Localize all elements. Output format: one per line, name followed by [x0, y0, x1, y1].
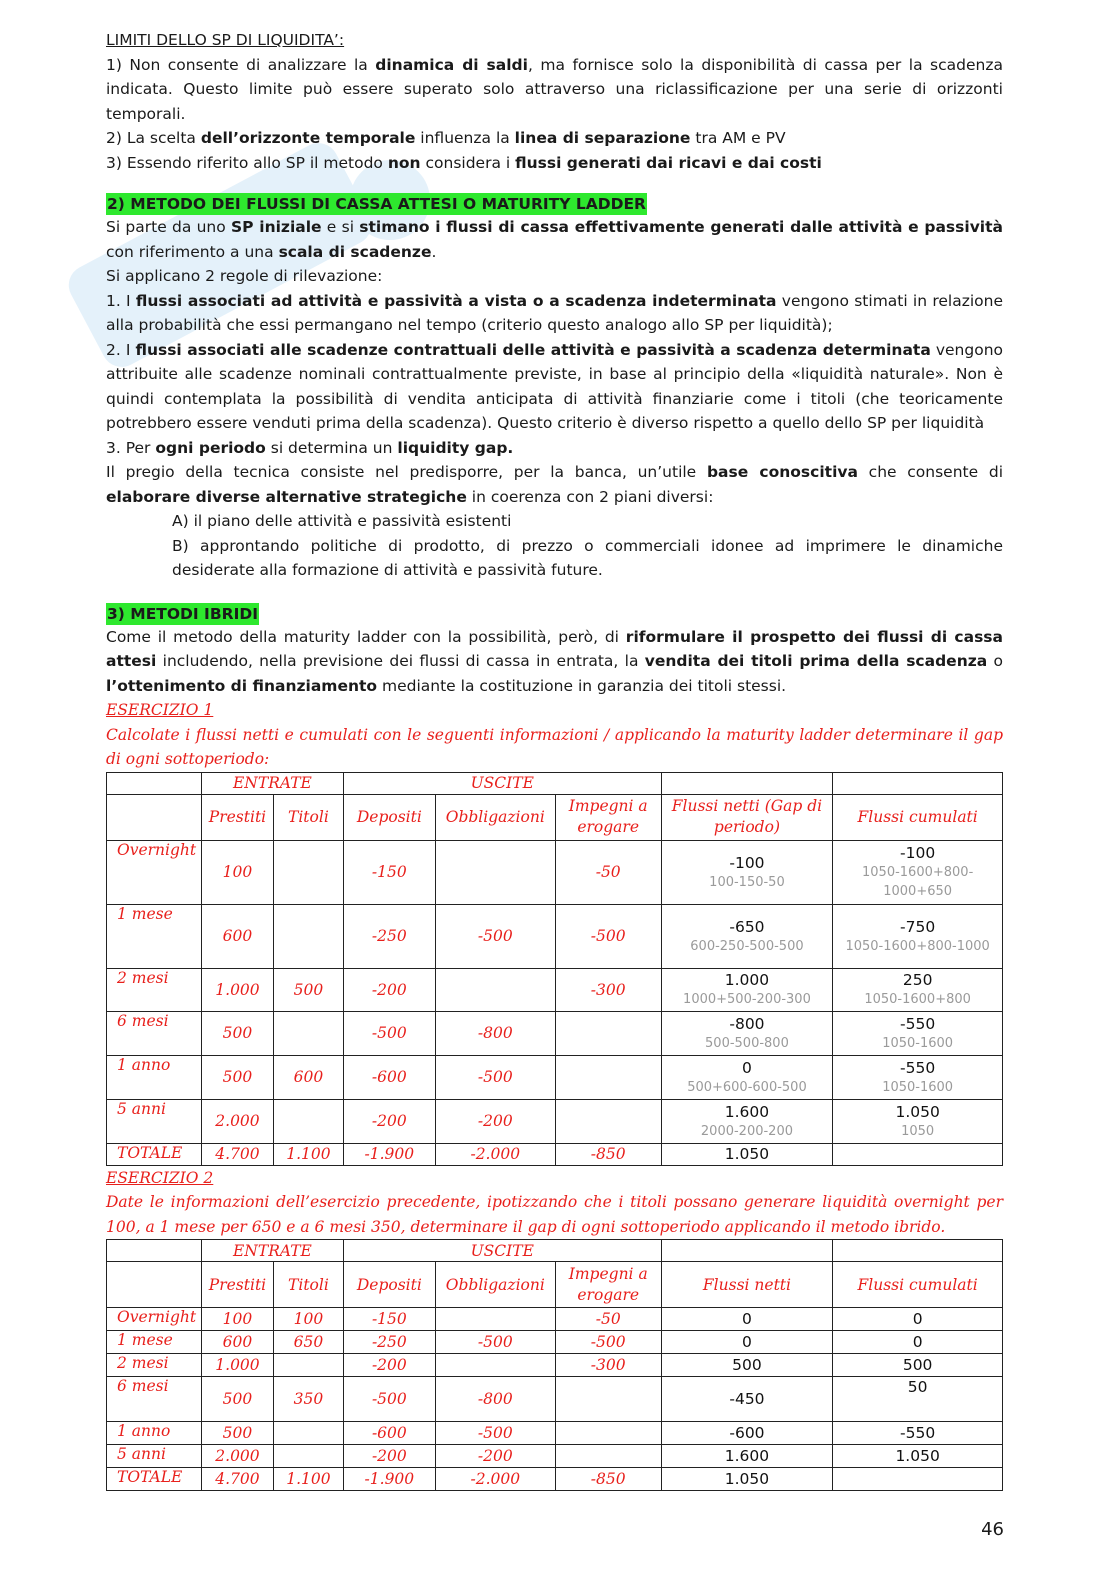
s2-p1a: Si parte da uno — [106, 218, 231, 236]
netti-value: 0 — [742, 1058, 752, 1077]
table-row — [107, 1055, 1003, 1099]
table-row — [107, 1422, 1003, 1445]
ex2-h-obbligazioni: Obbligazioni — [435, 1262, 555, 1308]
cell-netti: 500 — [661, 1354, 833, 1377]
ex2-h-impegni: Impegni a erogare — [555, 1262, 661, 1308]
ex1-h-depositi: Depositi — [343, 794, 435, 840]
cum-value: 250 — [902, 971, 933, 989]
ex2-h-titoli: Titoli — [273, 1262, 343, 1308]
s2-r1a: 1. I — [106, 291, 136, 310]
s2-r2b: flussi associati alle scadenze contrattuali delle attività e passività a scadenza determinata — [135, 340, 931, 359]
row-label: Overnight — [107, 840, 202, 904]
cell-prestiti: 2.000 — [201, 1099, 273, 1143]
cell-depositi: -250 — [343, 904, 435, 968]
s2-p1e: con riferimento a una — [106, 242, 279, 261]
cell-cumulati: 0 — [833, 1308, 1003, 1331]
table-row — [107, 1377, 1003, 1422]
cell-netti — [661, 840, 833, 904]
netti-value: 1.000 — [724, 971, 770, 989]
cell-impegni — [555, 1445, 661, 1468]
cell-prestiti: 2.000 — [201, 1445, 273, 1468]
limits-2c: influenza la — [415, 129, 515, 147]
row-label: 1 anno — [107, 1055, 202, 1099]
limits-2a: 2) La scelta — [106, 129, 201, 147]
section-2-heading: 2) METODO DEI FLUSSI DI CASSA ATTESI O MATURITY LADDER — [107, 195, 646, 213]
exercise-1-block — [106, 698, 1003, 772]
cell-obbligazioni — [435, 840, 555, 904]
netti-formula: 500+600-600-500 — [687, 1079, 807, 1095]
row-label: 5 anni — [107, 1099, 202, 1143]
table-row — [107, 1099, 1003, 1143]
cell-cumulati — [833, 1011, 1003, 1055]
cell-prestiti: 1.000 — [201, 1354, 273, 1377]
ex2-group-blank-2 — [833, 1240, 1003, 1262]
netti-formula: 1000+500-200-300 — [683, 992, 811, 1007]
exercise-1-text: Calcolate i flussi netti e cumulati con le seguenti informazioni / applicando la maturity ladder determinare il gap di ogni sottoperiodo: — [106, 725, 1003, 768]
limits-1a: 1) Non consente di analizzare la — [106, 55, 376, 74]
total-cumulati — [833, 1143, 1003, 1165]
netti-formula: 100-150-50 — [709, 874, 785, 890]
total-impegni: -850 — [555, 1143, 661, 1165]
s3-p1c: includendo, nella previsione dei flussi di cassa in entrata, la — [156, 652, 645, 670]
cell-depositi: -250 — [343, 1331, 435, 1354]
table-row — [107, 1011, 1003, 1055]
cell-depositi: -500 — [343, 1011, 435, 1055]
cell-depositi: -600 — [343, 1055, 435, 1099]
table-row — [107, 1445, 1003, 1468]
limits-section — [106, 28, 1003, 175]
ex1-header-row — [107, 794, 1003, 840]
cum-value: -100 — [900, 844, 936, 862]
cum-formula: 1050 — [901, 1123, 935, 1139]
s2-p1b: SP iniziale — [231, 218, 322, 236]
cell-depositi: -150 — [343, 1308, 435, 1331]
cell-netti: 0 — [661, 1308, 833, 1331]
cell-netti — [661, 904, 833, 968]
cell-obbligazioni: -200 — [435, 1445, 555, 1468]
cell-prestiti: 500 — [201, 1377, 273, 1422]
s3-p1d: vendita dei titoli prima della scadenza — [644, 652, 988, 670]
total-netti: 1.050 — [661, 1468, 833, 1491]
table-row — [107, 968, 1003, 1011]
table-row — [107, 1354, 1003, 1377]
cum-formula: 1050-1600+800-1000 — [845, 938, 990, 954]
exercise-2-title: ESERCIZIO 2 — [106, 1168, 214, 1187]
s2-option-a: A) il piano delle attività e passività esistenti — [172, 512, 512, 530]
cell-titoli: 350 — [273, 1377, 343, 1422]
cell-obbligazioni: -500 — [435, 1422, 555, 1445]
s2-p1c: e si — [321, 218, 360, 236]
table-row — [107, 1331, 1003, 1354]
cell-cumulati — [833, 968, 1003, 1011]
cell-obbligazioni — [435, 1354, 555, 1377]
total-netti: 1.050 — [661, 1143, 833, 1165]
section-3-body — [106, 625, 1003, 699]
netti-value: -800 — [729, 1014, 765, 1033]
cell-prestiti: 600 — [201, 904, 273, 968]
row-label: 6 mesi — [107, 1011, 202, 1055]
row-label: 1 mese — [107, 1331, 202, 1354]
cell-depositi: -600 — [343, 1422, 435, 1445]
cum-formula: 1050-1600 — [882, 1035, 954, 1051]
cum-formula: 1050-1600+800-1000+650 — [862, 865, 974, 899]
cell-prestiti: 500 — [201, 1055, 273, 1099]
exercise-2-table — [106, 1239, 1003, 1491]
cum-value: -750 — [900, 917, 936, 936]
row-label: 1 mese — [107, 904, 202, 968]
cell-impegni: -500 — [555, 1331, 661, 1354]
s2-p1g: . — [431, 242, 437, 261]
limits-title: LIMITI DELLO SP DI LIQUIDITA’: — [106, 31, 345, 49]
cell-prestiti: 500 — [201, 1011, 273, 1055]
cell-obbligazioni: -500 — [435, 1331, 555, 1354]
ex1-h-titoli: Titoli — [273, 794, 343, 840]
netti-formula: 2000-200-200 — [700, 1123, 793, 1139]
cell-depositi: -500 — [343, 1377, 435, 1422]
table-row — [107, 904, 1003, 968]
total-label: TOTALE — [107, 1468, 202, 1491]
row-label: 5 anni — [107, 1445, 202, 1468]
s2-p3e: in coerenza con 2 piani diversi: — [466, 487, 714, 506]
cell-titoli — [273, 1011, 343, 1055]
cell-impegni: -50 — [555, 1308, 661, 1331]
cell-netti: 1.600 — [661, 1445, 833, 1468]
total-cumulati — [833, 1468, 1003, 1491]
ex2-header-row — [107, 1262, 1003, 1308]
cell-impegni: -300 — [555, 968, 661, 1011]
total-obbligazioni: -2.000 — [435, 1468, 555, 1491]
cell-titoli — [273, 1099, 343, 1143]
cell-obbligazioni — [435, 1308, 555, 1331]
cell-netti — [661, 1011, 833, 1055]
cell-cumulati: 500 — [833, 1354, 1003, 1377]
exercise-1-table — [106, 772, 1003, 1166]
cell-cumulati: 0 — [833, 1331, 1003, 1354]
table-total-row — [107, 1143, 1003, 1165]
section-2-body — [106, 215, 1003, 509]
cell-titoli — [273, 1354, 343, 1377]
table-total-row — [107, 1468, 1003, 1491]
cell-prestiti: 1.000 — [201, 968, 273, 1011]
ex1-corner — [107, 772, 202, 794]
cell-obbligazioni — [435, 968, 555, 1011]
cell-prestiti: 100 — [201, 1308, 273, 1331]
cell-cumulati: -550 — [833, 1422, 1003, 1445]
cell-impegni — [555, 1011, 661, 1055]
cell-cumulati — [833, 904, 1003, 968]
ex2-h-prestiti: Prestiti — [201, 1262, 273, 1308]
ex1-h-netti: Flussi netti (Gap di periodo) — [661, 794, 833, 840]
page-content — [106, 28, 1003, 1491]
ex1-group-blank-2 — [833, 772, 1003, 794]
cell-cumulati: 50 — [833, 1377, 1003, 1422]
total-titoli: 1.100 — [273, 1143, 343, 1165]
page-number: 46 — [981, 1519, 1004, 1540]
netti-formula: 600-250-500-500 — [690, 938, 804, 954]
ex2-group-blank-1 — [661, 1240, 833, 1262]
total-impegni: -850 — [555, 1468, 661, 1491]
cell-titoli: 500 — [273, 968, 343, 1011]
s2-p3a: Il pregio della tecnica consiste nel predisporre, per la banca, un’utile — [106, 463, 707, 481]
cell-titoli: 650 — [273, 1331, 343, 1354]
netti-formula: 500-500-800 — [705, 1035, 789, 1051]
cell-cumulati — [833, 1055, 1003, 1099]
limits-3a: 3) Essendo riferito allo SP il metodo — [106, 153, 388, 172]
limits-3b: non — [387, 153, 421, 172]
cell-impegni — [555, 1055, 661, 1099]
cell-titoli: 100 — [273, 1308, 343, 1331]
ex2-h-netti: Flussi netti — [661, 1262, 833, 1308]
cell-netti: 0 — [661, 1331, 833, 1354]
ex2-h-cumulati: Flussi cumulati — [833, 1262, 1003, 1308]
total-titoli: 1.100 — [273, 1468, 343, 1491]
s2-option-b: B) approntando politiche di prodotto, di prezzo o commerciali idonee ad imprimere le dinamiche desiderate alla formazione di attività e passività future. — [172, 536, 1003, 579]
cell-netti — [661, 1055, 833, 1099]
row-label: 6 mesi — [107, 1377, 202, 1422]
ex1-header-corner — [107, 794, 202, 840]
total-depositi: -1.900 — [343, 1468, 435, 1491]
s3-p1f: l’ottenimento di finanziamento — [106, 676, 378, 695]
cell-obbligazioni: -800 — [435, 1377, 555, 1422]
cell-titoli — [273, 1445, 343, 1468]
limits-2d: linea di separazione — [514, 129, 691, 147]
s2-p2: Si applicano 2 regole di rilevazione: — [106, 267, 383, 285]
s2-p3c: che consente di — [857, 463, 1003, 481]
cell-depositi: -200 — [343, 968, 435, 1011]
cell-depositi: -150 — [343, 840, 435, 904]
limits-2b: dell’orizzonte temporale — [200, 129, 416, 147]
ex2-h-depositi: Depositi — [343, 1262, 435, 1308]
exercise-1-title: ESERCIZIO 1 — [106, 701, 214, 719]
ex1-h-impegni: Impegni a erogare — [555, 794, 661, 840]
cum-value: -550 — [900, 1058, 936, 1077]
total-label: TOTALE — [107, 1143, 202, 1165]
cum-formula: 1050-1600 — [882, 1079, 954, 1095]
s2-p1f: scala di scadenze — [278, 242, 432, 261]
s2-r2c: vengono attribuite alle scadenze nominali contrattualmente previste, in base al principio della «liquidità naturale». Non è quindi contemplata la possibilità di vendita anticipata di attività finanziarie come i titoli (che teoricamente potrebbero essere venduti prima della scadenza). Questo criterio è diverso rispetto a quello dello SP per liquidità — [106, 340, 1004, 432]
cell-impegni: -50 — [555, 840, 661, 904]
cell-cumulati — [833, 1099, 1003, 1143]
row-label: Overnight — [107, 1308, 202, 1331]
cell-netti: -450 — [661, 1377, 833, 1422]
cum-value: 1.050 — [895, 1102, 940, 1121]
ex2-group-entrate: ENTRATE — [201, 1240, 343, 1262]
ex2-corner — [107, 1240, 202, 1262]
cell-prestiti: 100 — [201, 840, 273, 904]
row-label: 2 mesi — [107, 968, 202, 1011]
cell-depositi: -200 — [343, 1099, 435, 1143]
cell-prestiti: 600 — [201, 1331, 273, 1354]
netti-value: -100 — [729, 853, 765, 872]
ex1-h-obbligazioni: Obbligazioni — [435, 794, 555, 840]
total-obbligazioni: -2.000 — [435, 1143, 555, 1165]
section-3-heading: 3) METODI IBRIDI — [107, 604, 258, 623]
cell-impegni — [555, 1422, 661, 1445]
limits-2e: tra AM e PV — [690, 129, 786, 147]
s3-p1g: mediante la costituzione in garanzia dei titoli stessi. — [377, 676, 787, 695]
row-label: 2 mesi — [107, 1354, 202, 1377]
s2-r3b: ogni periodo — [155, 438, 266, 457]
ex1-group-uscite: USCITE — [343, 772, 661, 794]
s2-p3b: base conoscitiva — [706, 463, 858, 481]
table-row — [107, 840, 1003, 904]
limits-1c: , ma fornisce solo la disponibilità di cassa per la scadenza indicata. Questo limite può essere superato solo attraverso una riclassificazione per una serie di orizzonti temporali. — [106, 55, 1003, 123]
s2-r3a: 3. Per — [106, 438, 156, 457]
ex2-header-corner — [107, 1262, 202, 1308]
cell-obbligazioni: -500 — [435, 904, 555, 968]
row-label: 1 anno — [107, 1422, 202, 1445]
cell-obbligazioni: -800 — [435, 1011, 555, 1055]
exercise-2-text: Date le informazioni dell’esercizio precedente, ipotizzando che i titoli possano generare liquidità overnight per 100, a 1 mese per 650 e a 6 mesi 350, determinare il gap di ogni sottoperiodo applicando il metodo ibrido. — [106, 1193, 1003, 1236]
cell-impegni — [555, 1377, 661, 1422]
table-row — [107, 1308, 1003, 1331]
cell-netti: -600 — [661, 1422, 833, 1445]
cell-titoli — [273, 1422, 343, 1445]
ex1-h-prestiti: Prestiti — [201, 794, 273, 840]
limits-3d: flussi generati dai ricavi e dai costi — [515, 153, 822, 172]
cum-formula: 1050-1600+800 — [864, 992, 971, 1007]
s2-p1d: stimano i flussi di cassa effettivamente generati dalle attività e passività — [359, 218, 1003, 236]
total-prestiti: 4.700 — [201, 1468, 273, 1491]
s2-r3d: liquidity gap. — [397, 438, 514, 457]
cell-titoli — [273, 840, 343, 904]
cell-impegni: -500 — [555, 904, 661, 968]
s3-p1a: Come il metodo della maturity ladder con la possibilità, però, di — [106, 627, 626, 646]
cell-cumulati: 1.050 — [833, 1445, 1003, 1468]
cell-titoli: 600 — [273, 1055, 343, 1099]
cell-depositi: -200 — [343, 1354, 435, 1377]
total-depositi: -1.900 — [343, 1143, 435, 1165]
ex1-group-entrate: ENTRATE — [201, 772, 343, 794]
s2-r2a: 2. I — [106, 340, 136, 359]
cell-titoli — [273, 904, 343, 968]
cell-impegni — [555, 1099, 661, 1143]
s2-r1b: flussi associati ad attività e passività a vista o a scadenza indeterminata — [135, 291, 777, 310]
s3-p1e: o — [987, 652, 1004, 670]
cell-prestiti: 500 — [201, 1422, 273, 1445]
s2-r3c: si determina un — [265, 438, 398, 457]
ex1-group-blank-1 — [661, 772, 833, 794]
cell-depositi: -200 — [343, 1445, 435, 1468]
cell-obbligazioni: -500 — [435, 1055, 555, 1099]
s3-p1b: riformulare il prospetto dei flussi di cassa attesi — [106, 627, 1003, 670]
limits-3c: considera i — [420, 153, 516, 172]
netti-value: -650 — [729, 917, 765, 936]
cell-netti — [661, 968, 833, 1011]
cell-impegni: -300 — [555, 1354, 661, 1377]
s2-r1c: vengono stimati in relazione alla probabilità che essi permangano nel tempo (criterio questo analogo allo SP per liquidità); — [106, 291, 1003, 334]
ex1-h-cumulati: Flussi cumulati — [833, 794, 1003, 840]
exercise-2-block — [106, 1166, 1003, 1240]
cell-cumulati — [833, 840, 1003, 904]
cell-netti — [661, 1099, 833, 1143]
netti-value: 1.600 — [724, 1102, 770, 1121]
ex2-group-uscite: USCITE — [343, 1240, 661, 1262]
cum-value: -550 — [900, 1014, 936, 1033]
total-prestiti: 4.700 — [201, 1143, 273, 1165]
s2-p3d: elaborare diverse alternative strategiche — [106, 487, 467, 506]
limits-1b: dinamica di saldi — [375, 55, 528, 74]
cell-obbligazioni: -200 — [435, 1099, 555, 1143]
